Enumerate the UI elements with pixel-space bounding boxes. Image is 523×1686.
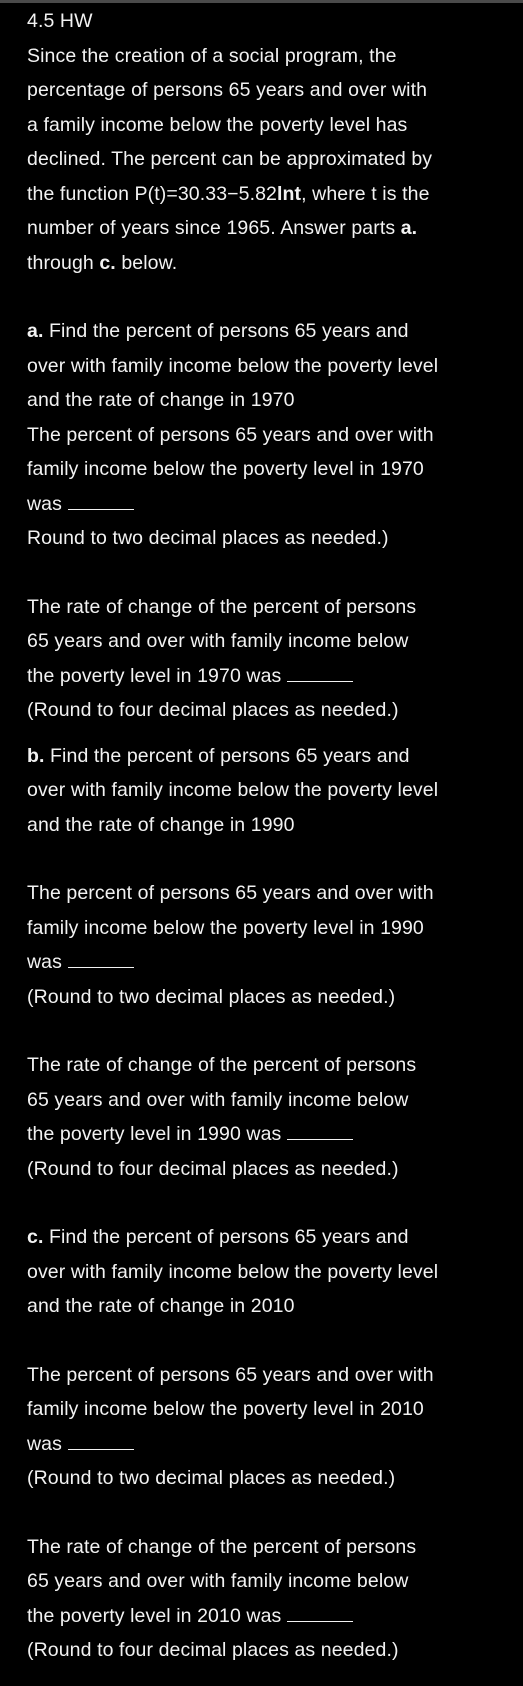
intro-line: declined. The percent can be approximated by <box>27 148 433 170</box>
prompt-text: the poverty level in 2010 was <box>27 1604 282 1627</box>
part-ref-a: a. <box>400 217 418 239</box>
prompt-line <box>27 487 517 522</box>
rounding-note: (Round to four decimal places as needed.) <box>27 1639 399 1661</box>
question-text: and the rate of change in 2010 <box>27 1295 295 1317</box>
question-text: Find the percent of persons 65 years and <box>43 1226 409 1248</box>
intro-text: number of years since 1965. Answer parts <box>27 217 401 239</box>
prompt-line <box>27 1599 517 1634</box>
part-b-section <box>27 739 517 1187</box>
prompt-line <box>27 659 517 694</box>
prompt-text: The rate of change of the percent of persons <box>27 595 417 618</box>
part-a-question <box>27 314 517 349</box>
prompt-text: family income below the poverty level in 2010 <box>27 1398 424 1420</box>
prompt-line <box>27 1427 517 1462</box>
intro-text: through <box>27 251 100 274</box>
homework-page <box>27 4 517 1668</box>
prompt-text: 65 years and over with family income below <box>27 630 409 652</box>
rounding-note: (Round to four decimal places as needed.) <box>27 1157 399 1180</box>
function-ln: lnt <box>276 182 302 205</box>
answer-blank-b-rate[interactable] <box>287 1121 353 1140</box>
prompt-text: The percent of persons 65 years and over with <box>27 423 434 446</box>
prompt-text: The rate of change of the percent of persons <box>27 1535 417 1558</box>
intro-line: percentage of persons 65 years and over with <box>27 79 428 101</box>
question-text: over with family income below the poverty level <box>27 354 439 377</box>
prompt-line <box>27 945 517 980</box>
function-text: the function P(t)=30.33−5.82 <box>27 182 277 205</box>
prompt-text: family income below the poverty level in 1970 <box>27 458 424 480</box>
intro-text: below. <box>115 251 178 274</box>
part-ref-c: c. <box>99 251 116 274</box>
part-a-section <box>27 314 517 728</box>
page-title: 4.5 HW <box>27 10 93 32</box>
question-text: Find the percent of persons 65 years and <box>43 320 409 342</box>
prompt-text: The percent of persons 65 years and over with <box>27 882 434 904</box>
rounding-note: (Round to four decimal places as needed.) <box>27 699 399 721</box>
answer-blank-b-percent[interactable] <box>68 949 134 968</box>
rounding-note: (Round to two decimal places as needed.) <box>27 1467 396 1489</box>
prompt-text: was <box>27 951 62 973</box>
part-b-marker: b. <box>27 744 45 767</box>
function-tail: , where t is the <box>301 182 430 205</box>
intro-paragraph <box>27 39 517 281</box>
prompt-text: the poverty level in 1970 was <box>27 664 282 687</box>
answer-blank-c-percent[interactable] <box>68 1431 134 1450</box>
answer-blank-c-rate[interactable] <box>287 1603 353 1622</box>
rounding-note: Round to two decimal places as needed.) <box>27 527 389 549</box>
question-text: over with family income below the poverty level <box>27 779 439 801</box>
part-c-question <box>27 1220 517 1255</box>
part-c-section <box>27 1220 517 1668</box>
intro-line <box>27 211 517 246</box>
prompt-text: 65 years and over with family income below <box>27 1088 409 1111</box>
question-text: Find the percent of persons 65 years and <box>44 744 410 767</box>
intro-line <box>27 246 517 281</box>
intro-line-function <box>27 177 517 212</box>
part-c-marker: c. <box>27 1226 44 1248</box>
top-status-strip <box>0 0 523 3</box>
prompt-text: family income below the poverty level in 1990 <box>27 916 424 939</box>
question-text: over with family income below the poverty level <box>27 1260 439 1283</box>
answer-blank-a-percent[interactable] <box>68 491 134 510</box>
intro-line: a family income below the poverty level has <box>27 113 408 136</box>
prompt-text: The percent of persons 65 years and over with <box>27 1363 434 1386</box>
question-text: and the rate of change in 1990 <box>27 813 295 836</box>
rounding-note: (Round to two decimal places as needed.) <box>27 985 396 1008</box>
part-a-marker: a. <box>27 320 44 342</box>
prompt-text: was <box>27 492 62 515</box>
prompt-text: The rate of change of the percent of persons <box>27 1054 417 1076</box>
prompt-text: the poverty level in 1990 was <box>27 1123 282 1145</box>
prompt-text: was <box>27 1432 62 1455</box>
part-b-question <box>27 739 517 774</box>
intro-line: Since the creation of a social program, the <box>27 44 397 67</box>
prompt-line <box>27 1117 517 1152</box>
question-text: and the rate of change in 1970 <box>27 389 295 411</box>
prompt-text: 65 years and over with family income below <box>27 1570 409 1592</box>
answer-blank-a-rate[interactable] <box>287 663 353 682</box>
